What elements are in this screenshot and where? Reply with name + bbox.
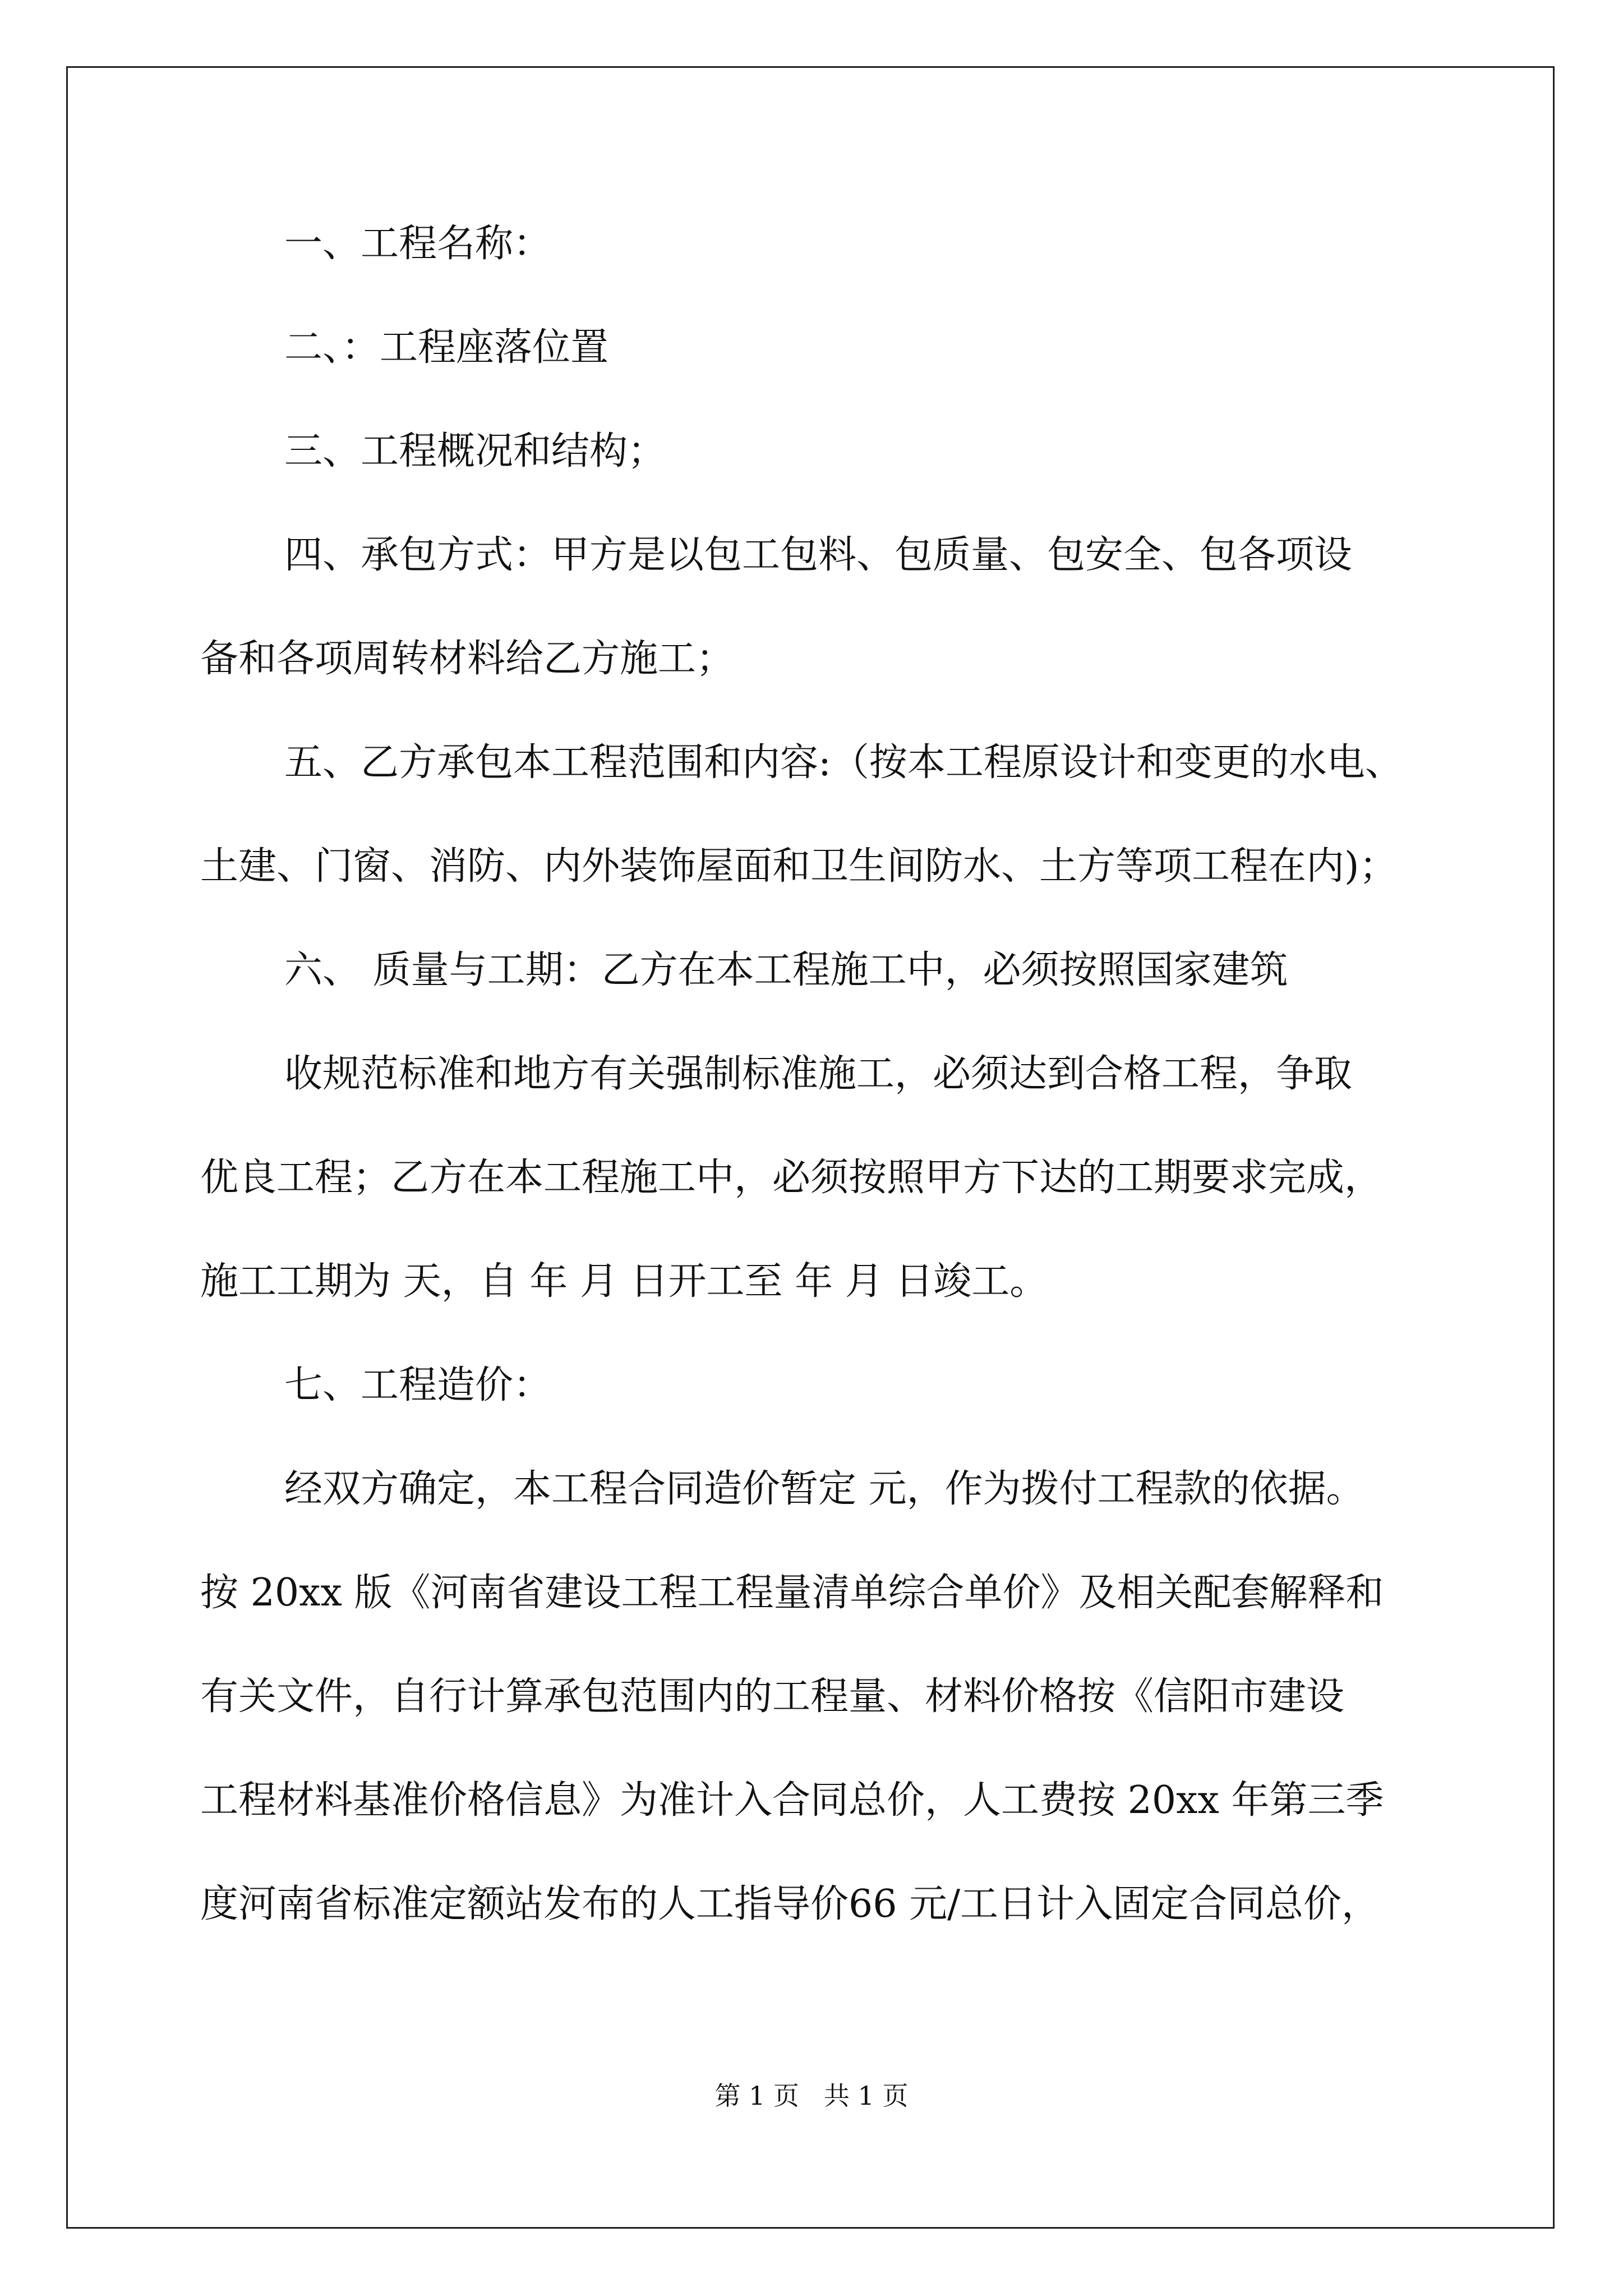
section-7-line-2: 按 20xx 版《河南省建设工程工程量清单综合单价》及相关配套解释和 xyxy=(200,1571,1384,1615)
section-5-line-1: 五、乙方承包本工程范围和内容:（按本工程原设计和变更的水电、 xyxy=(284,740,1403,785)
section-6-line-4: 施工工期为 天，自 年 月 日开工至 年 月 日竣工。 xyxy=(200,1259,1048,1304)
section-6-line-1: 六、 质量与工期：乙方在本工程施工中，必须按照国家建筑 xyxy=(284,948,1288,992)
section-7-line-4: 工程材料基准价格信息》为准计入合同总价，人工费按 20xx 年第三季 xyxy=(200,1778,1384,1823)
section-4-line-2: 备和各项周转材料给乙方施工； xyxy=(200,637,735,681)
section-2-heading: 二、：工程座落位置 xyxy=(284,325,609,370)
section-6-line-2: 收规范标准和地方有关强制标准施工，必须达到合格工程，争取 xyxy=(284,1052,1353,1096)
section-5-line-2: 土建、门窗、消防、内外装饰屋面和卫生间防水、土方等项工程在内)； xyxy=(200,844,1398,889)
section-7-line-3: 有关文件，自行计算承包范围内的工程量、材料价格按《信阳市建设 xyxy=(200,1674,1345,1719)
page-footer xyxy=(0,2079,1623,2113)
section-1-heading: 一、工程名称： xyxy=(284,222,552,266)
page-number: 第 1 页 xyxy=(714,2081,799,2111)
page-total: 共 1 页 xyxy=(824,2081,909,2111)
section-6-line-3: 优良工程；乙方在本工程施工中，必须按照甲方下达的工期要求完成， xyxy=(200,1156,1383,1200)
section-3-heading: 三、工程概况和结构； xyxy=(284,429,666,473)
section-7-line-1: 经双方确定，本工程合同造价暂定 元，作为拨付工程款的依据。 xyxy=(284,1467,1364,1511)
section-4-line-1: 四、承包方式：甲方是以包工包料、包质量、包安全、包各项设 xyxy=(284,533,1353,577)
section-7-heading: 七、工程造价： xyxy=(284,1363,552,1407)
section-7-line-5: 度河南省标准定额站发布的人工指导价66 元/工日计入固定合同总价， xyxy=(200,1882,1380,1926)
